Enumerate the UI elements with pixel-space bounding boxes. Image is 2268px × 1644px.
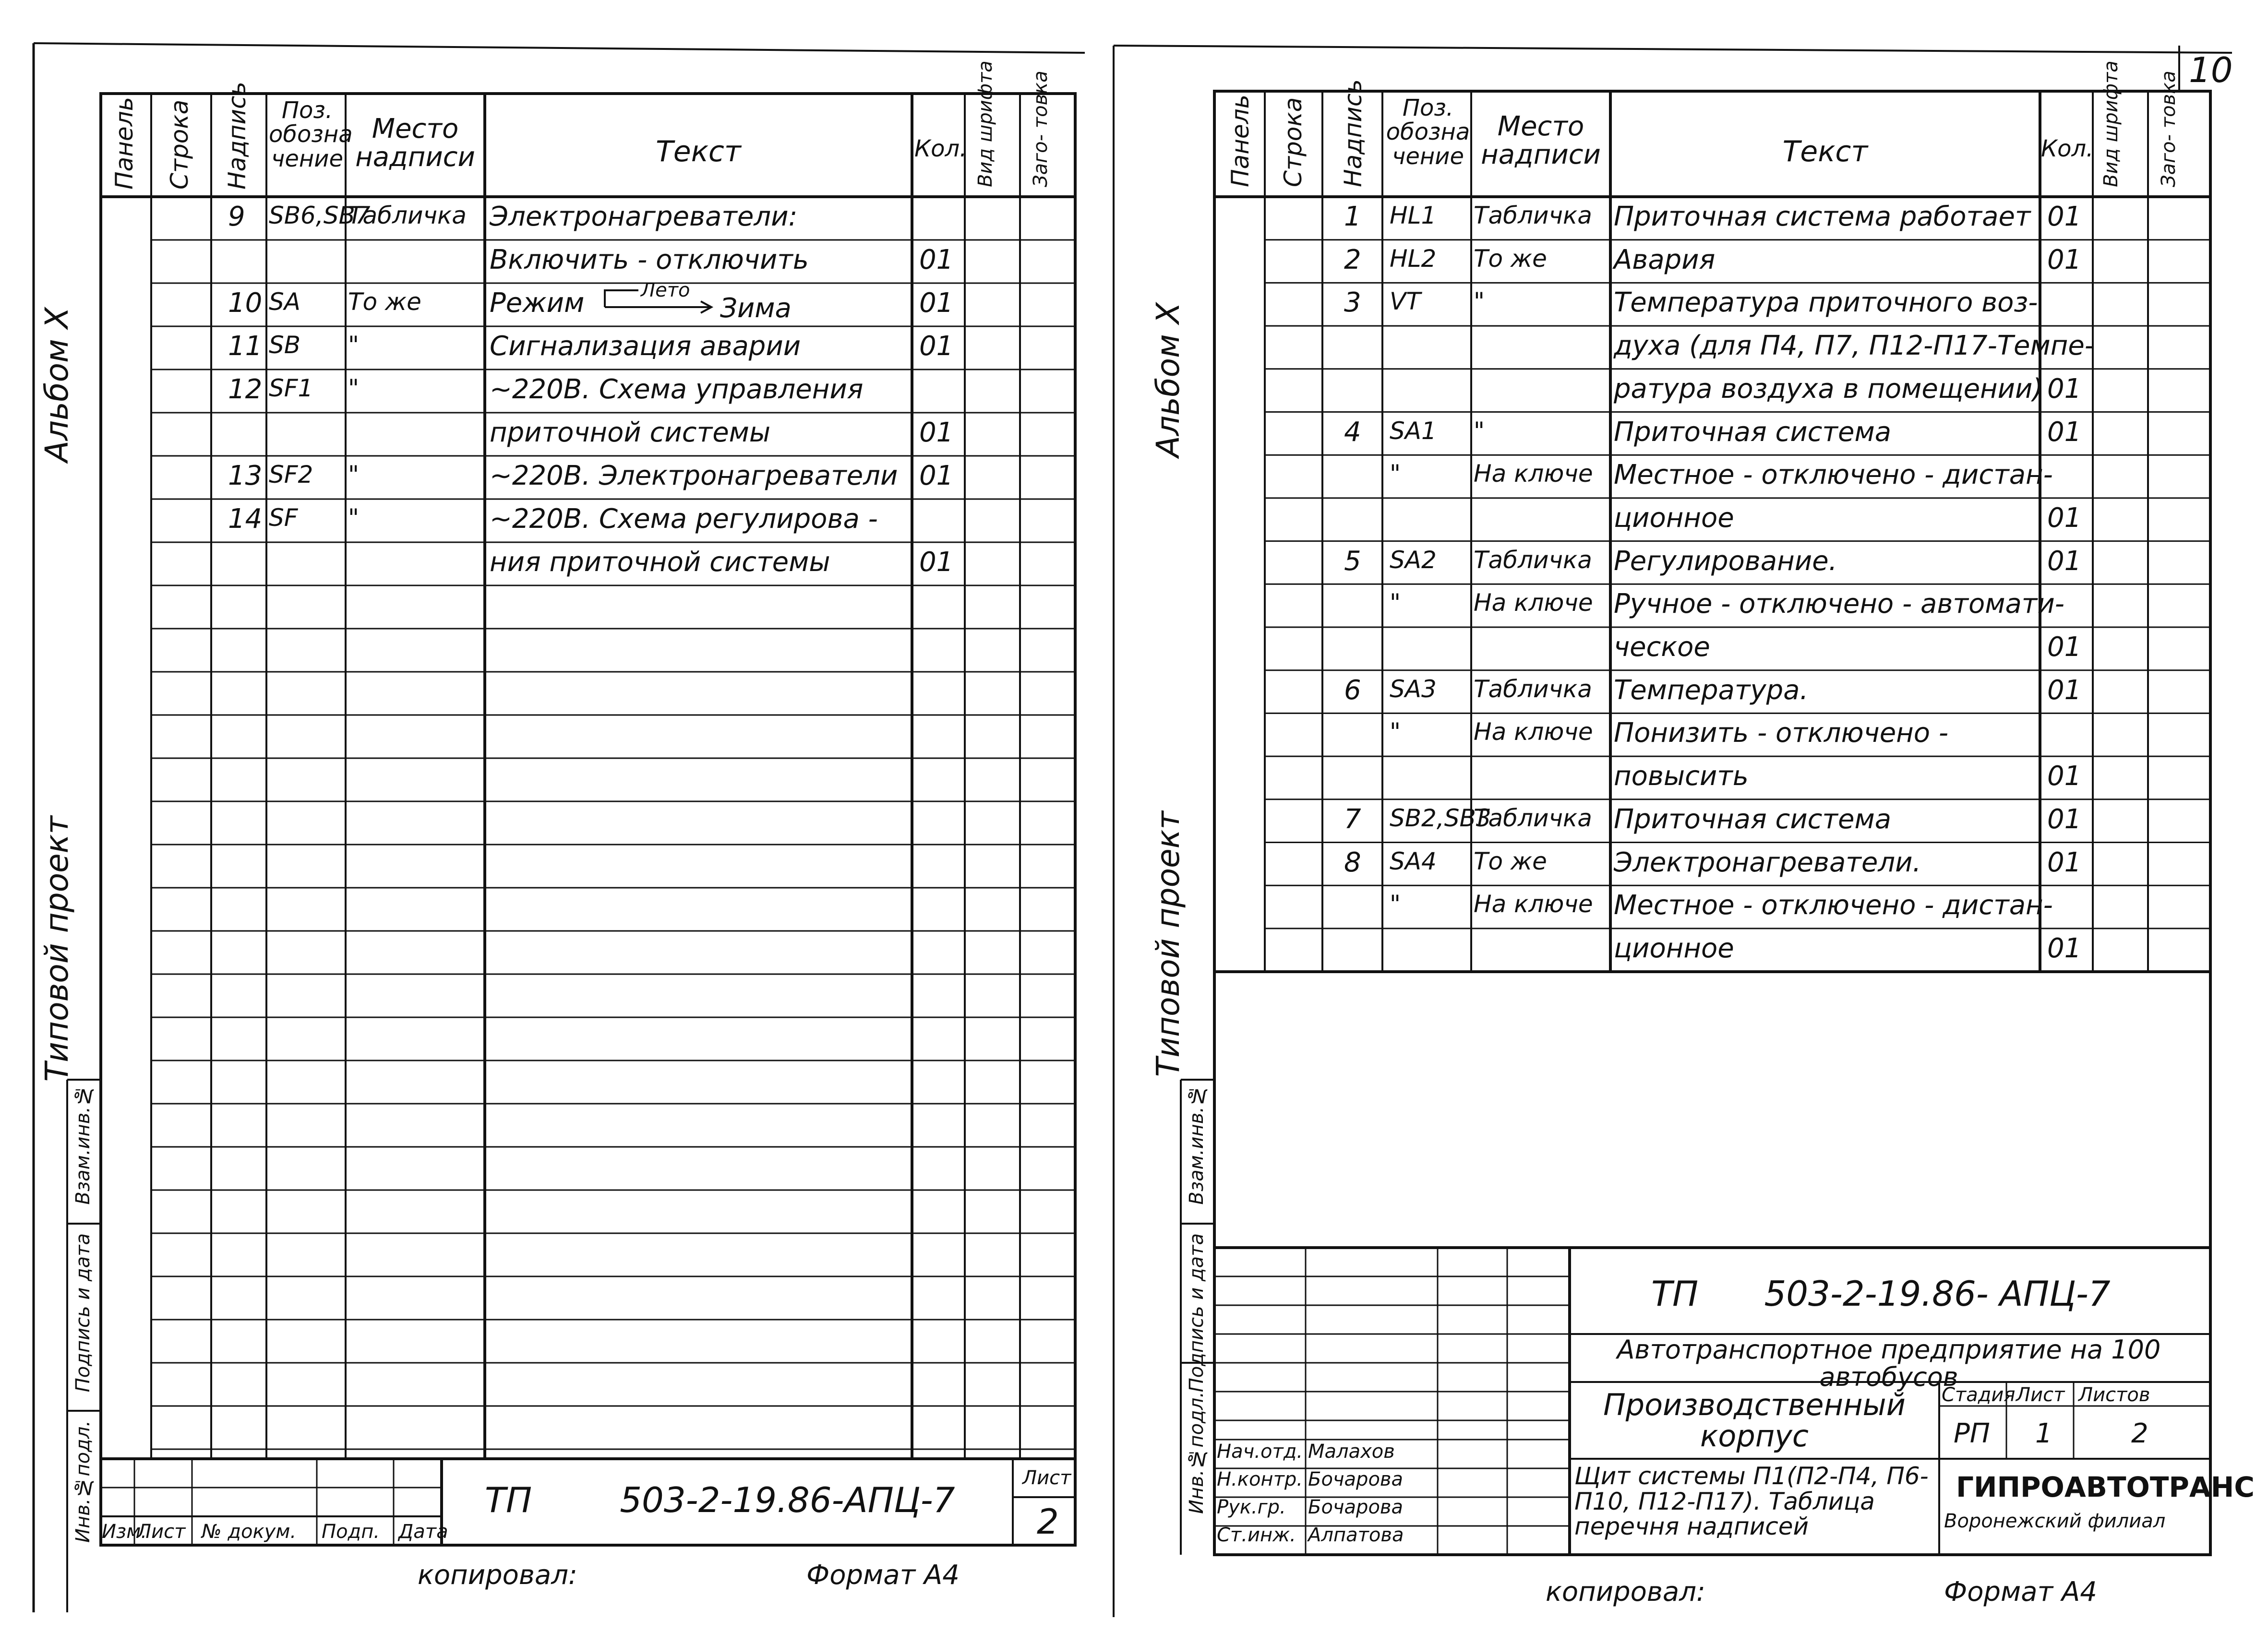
row-qty: 01 (2047, 545, 2082, 577)
row-place: Табличка (1474, 546, 1592, 574)
row-text: Температура приточного воз- (1614, 287, 2038, 319)
row-qty: 01 (2047, 761, 2082, 792)
row-text: Местное - отключено - дистан- (1614, 459, 2053, 491)
org-branch: Воронежский филиал (1944, 1510, 2166, 1532)
row-text: Приточная система работает (1614, 201, 2031, 232)
row-position: SA4 (1390, 847, 1437, 875)
right-object: Автотранспортное предприятие на 100 автобусов (1617, 1334, 2161, 1392)
row-text: ческое (1614, 631, 1710, 663)
org-name: ГИПРОАВТОТРАНС (1956, 1471, 2255, 1503)
row-qty: 01 (2047, 803, 2082, 835)
row-qty: 01 (2047, 373, 2082, 405)
row-qty: 01 (2047, 674, 2082, 706)
row-place: Табличка (1474, 804, 1592, 832)
header-place: Место надписи (1481, 111, 1601, 170)
header-font: Вид шрифта (974, 60, 996, 187)
stamp-col-doc: № докум. (202, 1521, 297, 1543)
row-position: SA1 (1390, 417, 1437, 445)
row-qty: 01 (2047, 416, 2082, 448)
row-qty: 01 (2047, 932, 2082, 964)
side-project: Типовой проект (38, 816, 75, 1082)
row-number: 10 (228, 287, 263, 319)
right-sheet-title: Щит системы П1(П2-П4, П6-П10, П12-П17). Таблица перечня надписей (1574, 1462, 1929, 1540)
row-number: 2 (1344, 244, 1361, 275)
row-number: 14 (228, 503, 263, 535)
row-position: HL1 (1390, 202, 1437, 229)
header-font: Вид шрифта (2100, 60, 2122, 187)
row-text: ционное (1614, 932, 1734, 964)
row-text: ~220В. Электронагреватели (490, 460, 898, 491)
row-qty: 01 (919, 417, 954, 448)
row-text: Понизить - отключено - (1614, 717, 1949, 749)
row-text: Температура. (1614, 674, 1809, 706)
sheet-value: 1 (2035, 1418, 2052, 1449)
header-row: Строка (166, 99, 193, 190)
row-text: Включить - отключить (490, 244, 809, 275)
row-position: " (1390, 460, 1401, 488)
header-label: Надпись (1339, 79, 1367, 187)
row-text: ратура воздуха в помещении) (1614, 373, 2043, 405)
row-position: SF (269, 504, 298, 532)
row-position: SF2 (269, 461, 313, 488)
header-label: Надпись (223, 82, 251, 190)
stamp-col-list: Лист (137, 1521, 186, 1543)
sheets-label: Листов (2078, 1384, 2150, 1406)
row-text: Режим (490, 287, 585, 319)
row-number: 13 (228, 460, 263, 491)
row-position: " (1390, 718, 1401, 746)
row-text: Электронагреватели: (490, 201, 798, 232)
row-position: SB (269, 331, 301, 359)
side-inv-vzam: Взам.инв.№ (72, 1084, 94, 1205)
right-doc-code: ТП 503-2-19.86- АПЦ-7 (1651, 1274, 2111, 1314)
signatory-role: Рук.гр. (1217, 1496, 1286, 1518)
signatory-role: Ст.инж. (1217, 1524, 1296, 1546)
row-text: Регулирование. (1614, 545, 1837, 577)
row-place: Табличка (348, 202, 467, 229)
row-number: 4 (1344, 416, 1361, 448)
mode-winter: Зима (720, 293, 792, 324)
stage-label: Стадия (1942, 1384, 2016, 1406)
row-place: Табличка (1474, 675, 1592, 703)
row-qty: 01 (2047, 846, 2082, 878)
side-inv-podl: Инв.№подл. (1186, 1392, 1208, 1514)
row-qty: 01 (2047, 631, 2082, 663)
page-number: 10 (2189, 50, 2233, 90)
header-text: Текст (656, 135, 741, 168)
signatory-name: Бочарова (1308, 1468, 1404, 1490)
signatory-name: Алпатова (1308, 1524, 1404, 1546)
mode-summer: Лето (641, 279, 690, 301)
header-pos: Поз. обозна чение (269, 97, 353, 172)
row-number: 9 (228, 201, 245, 232)
row-qty: 01 (919, 331, 954, 362)
row-place: На ключе (1474, 589, 1593, 617)
side-inv-podl: Инв.№подл. (72, 1420, 94, 1543)
row-number: 7 (1344, 803, 1361, 835)
row-qty: 01 (919, 244, 954, 275)
row-place: " (348, 461, 359, 488)
right-building: Производственный корпус (1603, 1387, 1906, 1454)
signatory-role: Нач.отд. (1217, 1441, 1303, 1463)
stamp-col-izm: Изм. (102, 1521, 147, 1543)
stamp-col-date: Дата (398, 1521, 448, 1543)
header-blank: Заго- товка (2158, 71, 2180, 187)
side-inv-vzam: Взам.инв.№ (1186, 1084, 1208, 1205)
row-number: 6 (1344, 674, 1361, 706)
row-place: На ключе (1474, 718, 1593, 746)
row-text: духа (для П4, П7, П12-П17-Темпе- (1614, 330, 2094, 362)
row-qty: 01 (919, 287, 954, 319)
row-place: То же (1474, 847, 1547, 875)
row-text: Приточная система (1614, 803, 1892, 835)
row-number: 12 (228, 374, 263, 405)
signatory-role: Н.контр. (1217, 1468, 1303, 1490)
header-panel: Панель (110, 96, 138, 190)
right-copied: копировал: (1546, 1576, 1705, 1608)
row-position: " (1390, 589, 1401, 617)
side-podpis: Подпись и дата (1186, 1233, 1208, 1393)
row-number: 8 (1344, 846, 1361, 878)
left-sheet-number: 2 (1037, 1501, 1059, 1542)
left-doc-code: ТП 503-2-19.86-АПЦ-7 (485, 1480, 955, 1520)
row-place: Табличка (1474, 202, 1592, 229)
stamp-col-sign: Подп. (322, 1521, 380, 1543)
row-position: SA2 (1390, 546, 1437, 574)
row-position: HL2 (1390, 244, 1437, 273)
left-sheet-label: Лист (1022, 1467, 1071, 1489)
row-text: Электронагреватели. (1614, 846, 1921, 878)
header-blank: Заго- товка (1030, 71, 1052, 187)
header-pos: Поз. обозна чение (1386, 95, 1470, 170)
row-text: Сигнализация аварии (490, 331, 801, 362)
side-album: Альбом X (1150, 302, 1187, 458)
header-text: Текст (1782, 135, 1868, 168)
header-qty: Кол. (2041, 135, 2094, 162)
right-format: Формат А4 (1944, 1576, 2097, 1608)
row-number: 3 (1344, 287, 1361, 319)
row-text: приточной системы (490, 417, 771, 448)
header-panel: Панель (1226, 94, 1254, 187)
header-row: Строка (1279, 97, 1307, 187)
row-text: ~220В. Схема регулирова - (490, 503, 878, 535)
row-place: На ключе (1474, 460, 1593, 488)
sheets-value: 2 (2131, 1418, 2148, 1449)
row-position: SA3 (1390, 675, 1437, 703)
row-text: Ручное - отключено - автомати- (1614, 588, 2064, 620)
row-qty: 01 (2047, 201, 2082, 232)
row-position: SB2,SB3 (1390, 804, 1491, 832)
row-number: 11 (228, 331, 263, 362)
row-place: На ключе (1474, 890, 1593, 918)
signatory-name: Малахов (1308, 1441, 1395, 1463)
sheet-label: Лист (2016, 1384, 2065, 1406)
row-position: SB6,SB7 (269, 202, 371, 229)
left-copied: копировал: (418, 1560, 577, 1591)
row-text: Авария (1614, 244, 1716, 275)
left-format: Формат А4 (806, 1560, 960, 1591)
side-podpis: Подпись и дата (72, 1233, 94, 1393)
row-number: 5 (1344, 545, 1361, 577)
row-position: " (1390, 890, 1401, 918)
side-project: Типовой проект (1150, 811, 1187, 1077)
row-position: SA (269, 288, 300, 316)
row-text: ционное (1614, 502, 1734, 534)
row-place: " (1474, 287, 1485, 316)
row-qty: 01 (919, 547, 954, 578)
row-text: повысить (1614, 761, 1749, 792)
row-text: Приточная система (1614, 416, 1892, 448)
row-place: " (348, 374, 359, 402)
header-qty: Кол. (914, 135, 967, 162)
row-text: ния приточной системы (490, 547, 830, 578)
signatory-name: Бочарова (1308, 1496, 1404, 1518)
row-text: Местное - отключено - дистан- (1614, 890, 2053, 921)
side-album: Альбом X (38, 307, 75, 463)
row-qty: 01 (919, 460, 954, 491)
row-place: То же (1474, 244, 1547, 273)
row-number: 1 (1344, 201, 1361, 232)
row-qty: 01 (2047, 244, 2082, 275)
row-position: SF1 (269, 374, 313, 402)
stage-value: РП (1954, 1418, 1990, 1449)
row-place: " (348, 504, 359, 532)
row-place: " (348, 331, 359, 359)
row-qty: 01 (2047, 502, 2082, 534)
row-position: VT (1390, 287, 1421, 316)
row-place: " (1474, 417, 1485, 445)
row-place: То же (348, 288, 421, 316)
row-text: ~220В. Схема управления (490, 374, 864, 405)
header-place: Место надписи (355, 113, 475, 173)
